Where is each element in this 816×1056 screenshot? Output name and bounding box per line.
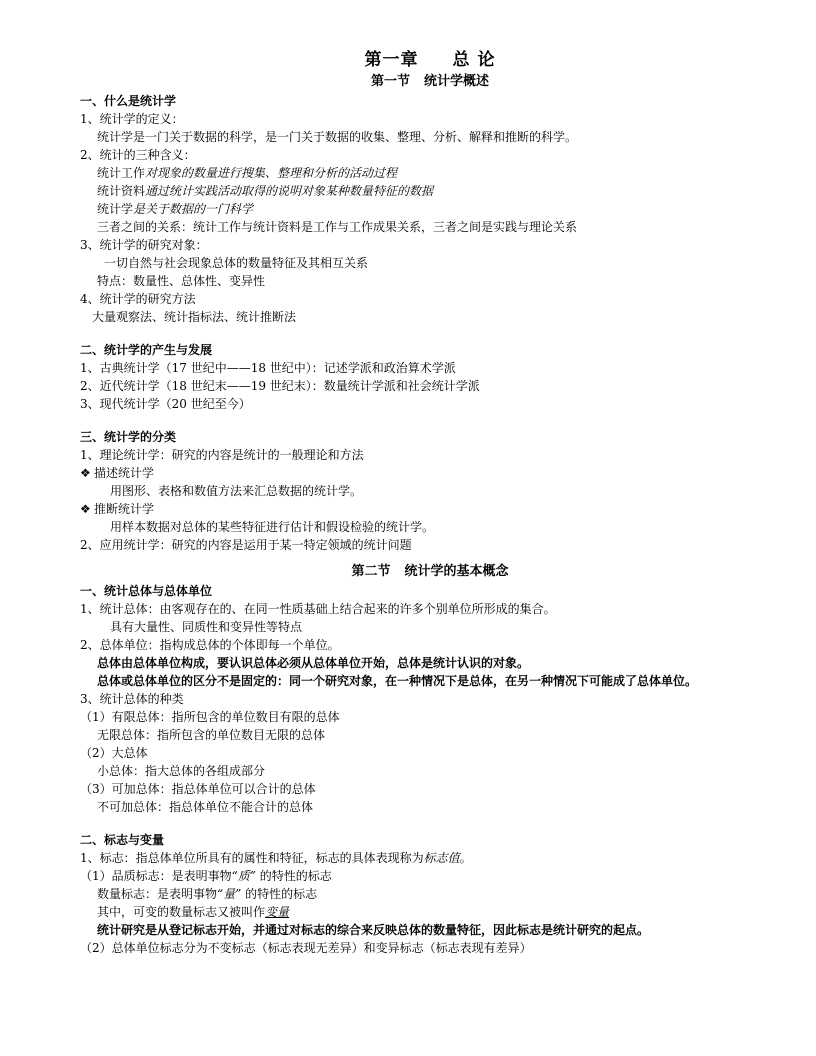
history-modern: 2、近代统计学（18 世纪末——19 世纪末）：数量统计学派和社会统计学派	[80, 379, 480, 393]
chapter-name: 总 论	[452, 50, 496, 70]
document-page	[80, 48, 780, 957]
theoretical-statistics: 1、理论统计学：研究的内容是统计的一般理论和方法	[80, 448, 364, 462]
relation-text: 三者之间的关系：统计工作与统计资料是工作与工作成果关系，三者之间是实践与理论关系	[97, 220, 578, 234]
meaning-science-label: 统计学	[97, 202, 134, 216]
section-1-title	[80, 72, 780, 92]
history-contemporary: 3、现代统计学（20 世纪至今）	[80, 397, 251, 411]
indicator-definition	[80, 849, 780, 867]
features-text: 特点：数量性、总体性、变异性	[97, 274, 266, 288]
quantity-indicator-end: 的特性的标志	[245, 887, 318, 901]
descriptive-statistics	[80, 464, 780, 482]
meaning-data	[80, 182, 780, 200]
meaning-work-text: 对现象的数量进行搜集、整理和分析的活动过程	[145, 166, 398, 180]
meaning-data-text: 通过统计实践活动取得的说明对象某种数量特征的数据	[145, 184, 434, 198]
descriptive-statistics-text: 用图形、表格和数值方法来汇总数据的统计学。	[110, 484, 363, 498]
meaning-data-label: 统计资料	[97, 184, 146, 198]
variable-definition	[80, 903, 780, 921]
kind-small: 小总体：指大总体的各组成部分	[97, 764, 266, 778]
quantity-indicator-text: 数量标志：是表明事物	[97, 887, 218, 901]
population-definition: 1、统计总体：由客观存在的、在同一性质基础上结合起来的许多个别单位所形成的集合。	[80, 602, 556, 616]
kind-finite: （1）有限总体：指所包含的单位数目有限的总体	[80, 710, 340, 724]
inferential-statistics-text: 用样本数据对总体的某些特征进行估计和假设检验的统计学。	[110, 520, 435, 534]
definition-label: 1、统计学的定义：	[80, 112, 184, 126]
quality-indicator-text: （1）品质标志：是表明事物	[80, 869, 232, 883]
indicator-value-term: 标志值	[423, 851, 460, 865]
research-object-label: 3、统计学的研究对象：	[80, 238, 208, 252]
population-kinds-label: 3、统计总体的种类	[80, 692, 184, 706]
variable-term: 变量	[265, 905, 290, 919]
population-features: 具有大量性、同质性和变异性等特点	[110, 620, 303, 634]
heading-indicator-and-variable: 二、标志与变量	[80, 833, 165, 847]
research-method-label: 4、统计学的研究方法	[80, 292, 196, 306]
meaning-work	[80, 164, 780, 182]
quality-term: “质”	[231, 869, 256, 883]
quality-indicator	[80, 867, 780, 885]
inferential-statistics-label: 推断统计学	[94, 502, 155, 516]
research-object-text: 一切自然与社会现象总体的数量特征及其相互关系	[104, 256, 369, 270]
chapter-number: 第一章	[364, 50, 419, 70]
indicator-types: （2）总体单位标志分为不变标志（标志表现无差异）和变异标志（标志表现有差异）	[80, 941, 532, 955]
kind-large: （2）大总体	[80, 746, 148, 760]
kind-non-additive: 不可加总体：指总体单位不能合计的总体	[97, 800, 314, 814]
indicator-definition-text: 1、标志：指总体单位所具有的属性和特征，标志的具体表现称为	[80, 851, 424, 865]
quality-indicator-end: 的特性的标志	[259, 869, 332, 883]
indicator-definition-end: 。	[459, 851, 472, 865]
bold-note-relativity: 总体或总体单位的区分不是固定的：同一个研究对象，在一种情况下是总体，在另一种情况下可能成了总体单位。	[97, 674, 698, 688]
bold-note-indicator: 统计研究是从登记标志开始，并通过对标志的综合来反映总体的数量特征，因此标志是统计研究的起点。	[97, 923, 650, 937]
research-method-text: 大量观察法、统计指标法、统计推断法	[92, 310, 297, 324]
section-1-name: 统计学概述	[424, 74, 490, 89]
quantity-indicator	[80, 885, 780, 903]
kind-infinite: 无限总体：指所包含的单位数目无限的总体	[97, 728, 326, 742]
chapter-title	[80, 48, 780, 72]
section-2-title	[80, 562, 780, 582]
inferential-statistics	[80, 500, 780, 518]
kind-additive: （3）可加总体：指总体单位可以合计的总体	[80, 782, 316, 796]
quantity-term: “量”	[217, 887, 242, 901]
meanings-label: 2、统计的三种含义：	[80, 148, 196, 162]
meaning-science	[80, 200, 780, 218]
heading-history: 二、统计学的产生与发展	[80, 343, 213, 357]
definition-text: 统计学是一门关于数据的科学，是一门关于数据的收集、整理、分析、解释和推断的科学。	[97, 130, 578, 144]
history-classical: 1、古典统计学（17 世纪中——18 世纪中）：记述学派和政治算术学派	[80, 361, 456, 375]
heading-what-is-statistics: 一、什么是统计学	[80, 94, 177, 108]
heading-population-and-unit: 一、统计总体与总体单位	[80, 584, 213, 598]
descriptive-statistics-label: 描述统计学	[94, 466, 155, 480]
unit-definition: 2、总体单位：指构成总体的个体即每一个单位。	[80, 638, 340, 652]
section-2-number: 第二节	[351, 564, 391, 579]
bold-note-population: 总体由总体单位构成，要认识总体必须从总体单位开始，总体是统计认识的对象。	[97, 656, 530, 670]
meaning-work-label: 统计工作	[97, 166, 146, 180]
variable-definition-text: 其中，可变的数量标志又被叫作	[97, 905, 266, 919]
meaning-science-text: 是关于数据的一门科学	[133, 202, 254, 216]
applied-statistics: 2、应用统计学：研究的内容是运用于某一特定领域的统计问题	[80, 538, 412, 552]
section-1-number: 第一节	[370, 74, 410, 89]
diamond-bullet-icon: ❖	[80, 466, 91, 480]
heading-classification: 三、统计学的分类	[80, 430, 177, 444]
section-2-name: 统计学的基本概念	[404, 564, 509, 579]
diamond-bullet-icon: ❖	[80, 502, 91, 516]
